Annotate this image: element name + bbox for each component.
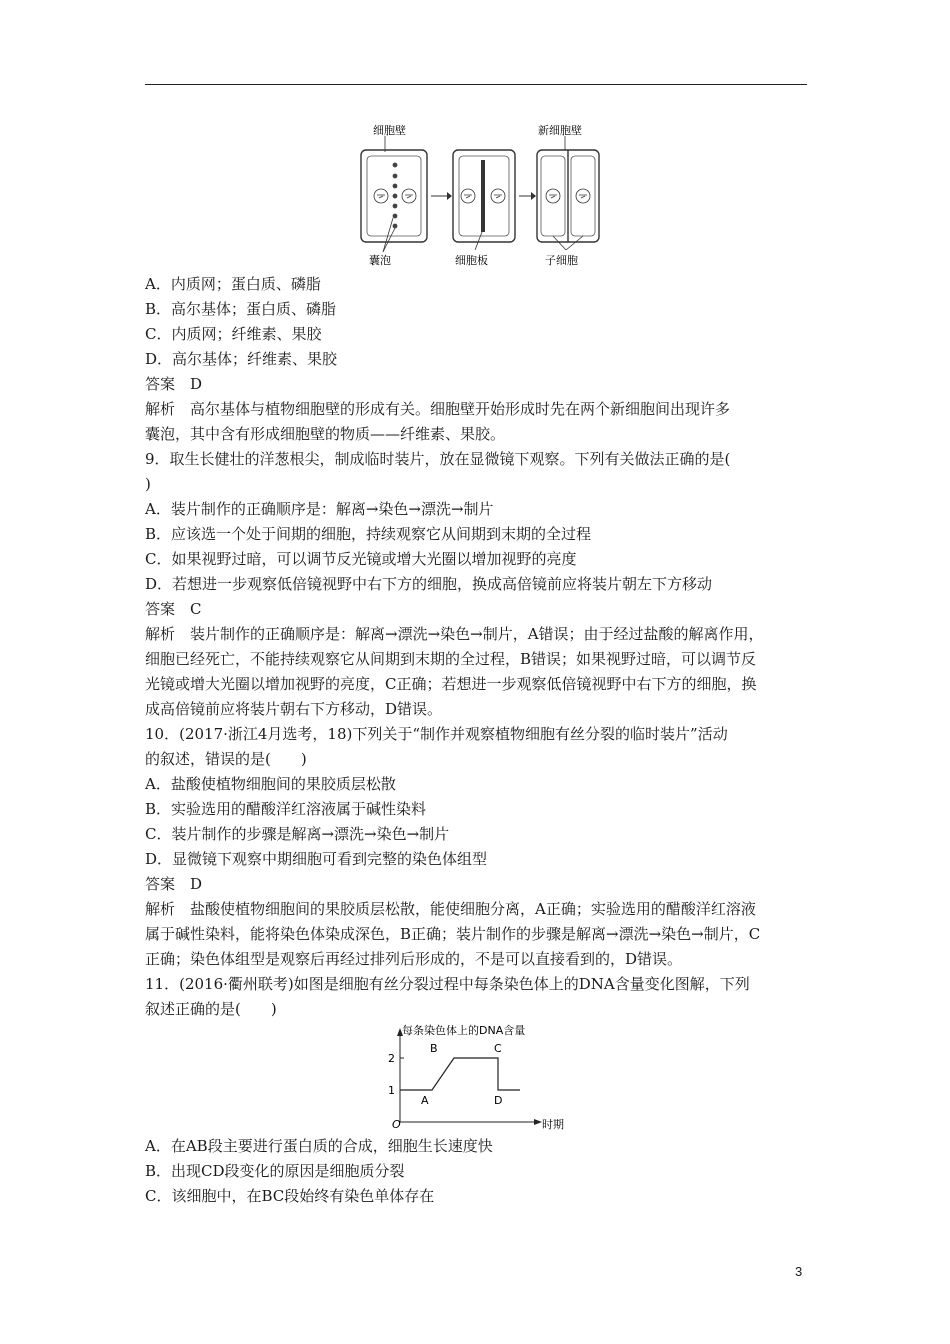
cell-division-figure [355,120,605,270]
q10-option-b: B．实验选用的醋酸洋红溶液属于碱性染料 [145,800,427,818]
q10-stem-line: 的叙述，错误的是( ) [145,750,307,768]
q9-analysis-line: 细胞已经死亡，不能持续观察它从间期到末期的全过程，B错误；如果视野过暗，可以调节反 [145,650,757,668]
point-label-b: B [430,1042,438,1055]
label-new-cell-wall: 新细胞壁 [538,124,582,137]
question-block-main [145,272,810,1022]
label-vesicle: 囊泡 [369,254,391,267]
q9-option-a: A．装片制作的正确顺序是：解离→染色→漂洗→制片 [145,500,494,518]
q9-analysis-line: 成高倍镜前应将装片朝右下方移动，D错误。 [145,700,443,718]
q9-option-c: C．如果视野过暗，可以调节反光镜或增大光圈以增加视野的亮度 [145,550,577,568]
q11-stem-line: 叙述正确的是( ) [145,1000,277,1018]
label-cell-plate: 细胞板 [455,254,488,267]
q8-analysis-line: 囊泡，其中含有形成细胞壁的物质——纤维素、果胶。 [145,425,506,443]
label-daughter-cell: 子细胞 [545,254,578,267]
origin-label: O [392,1118,401,1130]
dna-content-chart [380,1022,580,1130]
q8-option-b: B．高尔基体；蛋白质、磷脂 [145,300,337,318]
q8-option-a: A．内质网；蛋白质、磷脂 [145,275,321,293]
dna-series-line [400,1058,520,1090]
q9-stem-line: ) [145,475,151,493]
q8-option-c: C．内质网；纤维素、果胶 [145,325,322,343]
q10-stem-line: 10．(2017·浙江4月选考，18)下列关于“制作并观察植物细胞有丝分裂的临时装片”活动 [145,725,728,743]
q9-stem-line: 9．取生长健壮的洋葱根尖，制成临时装片，放在显微镜下观察。下列有关做法正确的是( [145,450,731,468]
point-label-a: A [421,1094,429,1107]
vesicles [393,163,398,229]
q10-analysis-line: 正确；染色体组型是观察后再经过排列后形成的，不是可以直接看到的，D错误。 [145,950,683,968]
q11-stem-line: 11．(2016·衢州联考)如图是细胞有丝分裂过程中每条染色体上的DNA含量变化图解，下列 [145,975,750,993]
q11-option-c: C．该细胞中，在BC段始终有染色单体存在 [145,1187,435,1205]
q8-analysis-line: 解析 高尔基体与植物细胞壁的形成有关。细胞壁开始形成时先在两个新细胞间出现许多 [145,400,731,418]
q11-option-b: B．出现CD段变化的原因是细胞质分裂 [145,1162,405,1180]
label-cell-wall: 细胞壁 [373,124,406,137]
q9-analysis-line: 光镜或增大光圈以增加视野的亮度，C正确；若想进一步观察低倍镜视野中右下方的细胞，换 [145,675,757,693]
q8-option-d: D．高尔基体；纤维素、果胶 [145,350,338,368]
q10-option-a: A．盐酸使植物细胞间的果胶质层松散 [145,775,396,793]
q9-analysis-line: 解析 装片制作的正确顺序是：解离→漂洗→染色→制片，A错误；由于经过盐酸的解离作用， [145,625,764,643]
q8-answer: 答案 D [145,375,203,393]
point-label-d: D [494,1094,503,1107]
cell-plate [481,160,485,232]
q10-option-d: D．显微镜下观察中期细胞可看到完整的染色体组型 [145,850,488,868]
y-tick-label: 2 [388,1052,395,1065]
y-tick-label: 1 [388,1084,395,1097]
q9-option-d: D．若想进一步观察低倍镜视野中右下方的细胞，换成高倍镜前应将装片朝左下方移动 [145,575,713,593]
q9-option-b: B．应该选一个处于间期的细胞，持续观察它从间期到末期的全过程 [145,525,592,543]
q10-option-c: C．装片制作的步骤是解离→漂洗→染色→制片 [145,825,450,843]
q10-answer: 答案 D [145,875,203,893]
page-number: 3 [795,1264,803,1279]
chart-title: 每条染色体上的DNA含量 [402,1024,526,1037]
question-block-tail [145,1134,810,1209]
point-label-c: C [494,1042,502,1055]
q9-answer: 答案 C [145,600,202,618]
x-axis-label: 时期 [542,1118,564,1130]
q10-analysis-line: 解析 盐酸使植物细胞间的果胶质层松散，能使细胞分离，A正确；实验选用的醋酸洋红溶液 [145,900,756,918]
header-rule [145,84,807,85]
q10-analysis-line: 属于碱性染料，能将染色体染成深色，B正确；装片制作的步骤是解离→漂洗→染色→制片，C [145,925,761,943]
q11-option-a: A．在AB段主要进行蛋白质的合成，细胞生长速度快 [145,1137,493,1155]
